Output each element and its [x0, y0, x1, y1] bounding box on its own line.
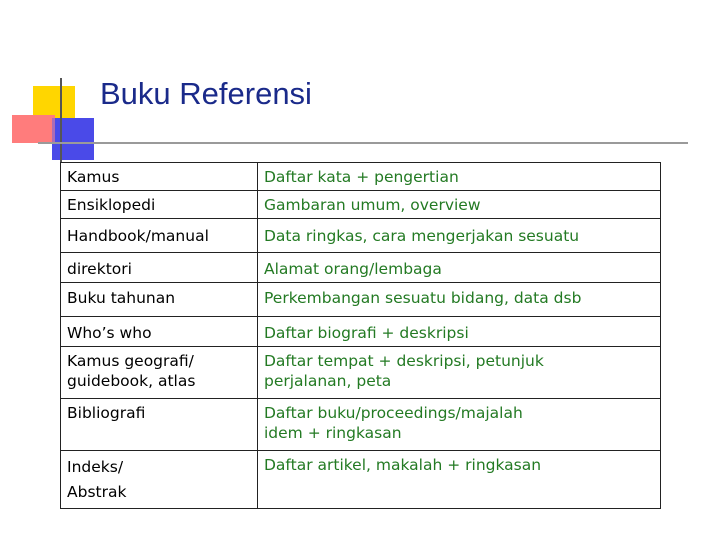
table-row	[61, 399, 661, 451]
term-cell: Ensiklopedi	[61, 191, 258, 219]
description-cell: Gambaran umum, overview	[258, 191, 661, 219]
term-cell: Kamus geografi/ guidebook, atlas	[61, 347, 258, 399]
term-cell: Kamus	[61, 163, 258, 191]
term-cell: Bibliografi	[61, 399, 258, 451]
decorative-blue-square	[52, 118, 94, 160]
table-row	[61, 317, 661, 347]
term-cell: Handbook/manual	[61, 219, 258, 253]
table-row	[61, 163, 661, 191]
description-cell: Daftar kata + pengertian	[258, 163, 661, 191]
term-cell: Buku tahunan	[61, 283, 258, 317]
description-cell: Daftar biografi + deskripsi	[258, 317, 661, 347]
description-cell: Daftar tempat + deskripsi, petunjuk perjalanan, peta	[258, 347, 661, 399]
description-cell: Data ringkas, cara mengerjakan sesuatu	[258, 219, 661, 253]
description-cell: Perkembangan sesuatu bidang, data dsb	[258, 283, 661, 317]
term-cell: Indeks/ Abstrak	[61, 451, 258, 509]
table-row	[61, 451, 661, 509]
table-row	[61, 347, 661, 399]
table-row	[61, 253, 661, 283]
reference-table	[60, 162, 661, 509]
decorative-pink-overlay	[12, 115, 55, 143]
title-underline	[38, 142, 688, 144]
description-cell: Alamat orang/lembaga	[258, 253, 661, 283]
term-cell: Who’s who	[61, 317, 258, 347]
description-cell: Daftar buku/proceedings/majalah idem + ringkasan	[258, 399, 661, 451]
table-row	[61, 191, 661, 219]
decorative-vertical-line	[60, 78, 62, 162]
description-cell: Daftar artikel, makalah + ringkasan	[258, 451, 661, 509]
table-row	[61, 219, 661, 253]
table-row	[61, 283, 661, 317]
slide-title: Buku Referensi	[100, 76, 312, 111]
term-cell: direktori	[61, 253, 258, 283]
